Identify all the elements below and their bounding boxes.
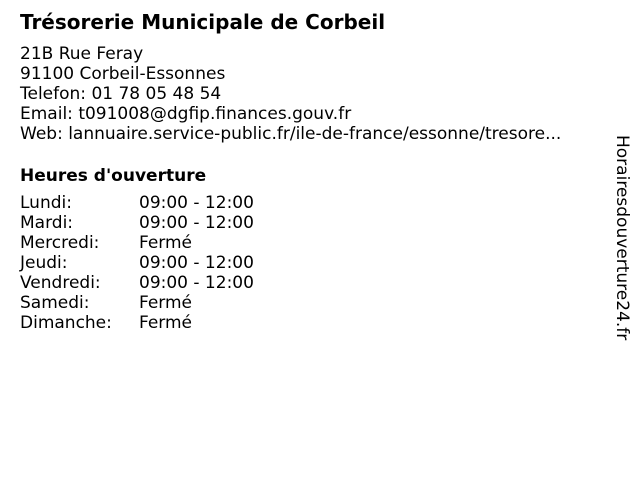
web-line xyxy=(20,124,600,144)
street-address: 21B Rue Feray xyxy=(20,44,144,64)
day-label: Lundi: xyxy=(20,193,72,213)
page-title: Trésorerie Municipale de Corbeil xyxy=(20,10,386,34)
day-label: Mercredi: xyxy=(20,233,100,253)
phone-line xyxy=(20,84,600,104)
business-card xyxy=(20,8,600,333)
address-block xyxy=(20,44,600,144)
day-hours: 09:00 - 12:00 xyxy=(139,193,254,213)
hours-row-wednesday xyxy=(20,233,254,253)
opening-hours-heading: Heures d'ouverture xyxy=(20,166,207,186)
website-link[interactable]: lannuaire.service-public.fr/ile-de-france/essonne/tresore... xyxy=(68,124,562,144)
web-label: Web: xyxy=(20,124,63,144)
day-hours: 09:00 - 12:00 xyxy=(139,213,254,233)
email-label: Email: xyxy=(20,104,73,124)
hours-row-monday xyxy=(20,193,254,213)
hours-row-thursday xyxy=(20,253,254,273)
email-address[interactable]: t091008@dgfip.finances.gouv.fr xyxy=(78,104,352,124)
hours-row-tuesday xyxy=(20,213,254,233)
opening-hours-table xyxy=(20,193,254,333)
phone-label: Telefon: xyxy=(20,84,87,104)
day-label: Vendredi: xyxy=(20,273,101,293)
day-label: Samedi: xyxy=(20,293,90,313)
day-hours: Fermé xyxy=(139,293,193,313)
day-hours: Fermé xyxy=(139,233,193,253)
hours-row-sunday xyxy=(20,313,254,333)
phone-number[interactable]: 01 78 05 48 54 xyxy=(91,84,222,104)
site-brand-watermark: Horairesdouverture24.fr xyxy=(612,135,632,341)
hours-row-saturday xyxy=(20,293,254,313)
day-hours: 09:00 - 12:00 xyxy=(139,253,254,273)
day-hours: 09:00 - 12:00 xyxy=(139,273,254,293)
day-label: Dimanche: xyxy=(20,313,112,333)
day-label: Jeudi: xyxy=(20,253,68,273)
city-postcode: 91100 Corbeil-Essonnes xyxy=(20,64,226,84)
day-hours: Fermé xyxy=(139,313,193,333)
hours-row-friday xyxy=(20,273,254,293)
day-label: Mardi: xyxy=(20,213,74,233)
email-line xyxy=(20,104,600,124)
